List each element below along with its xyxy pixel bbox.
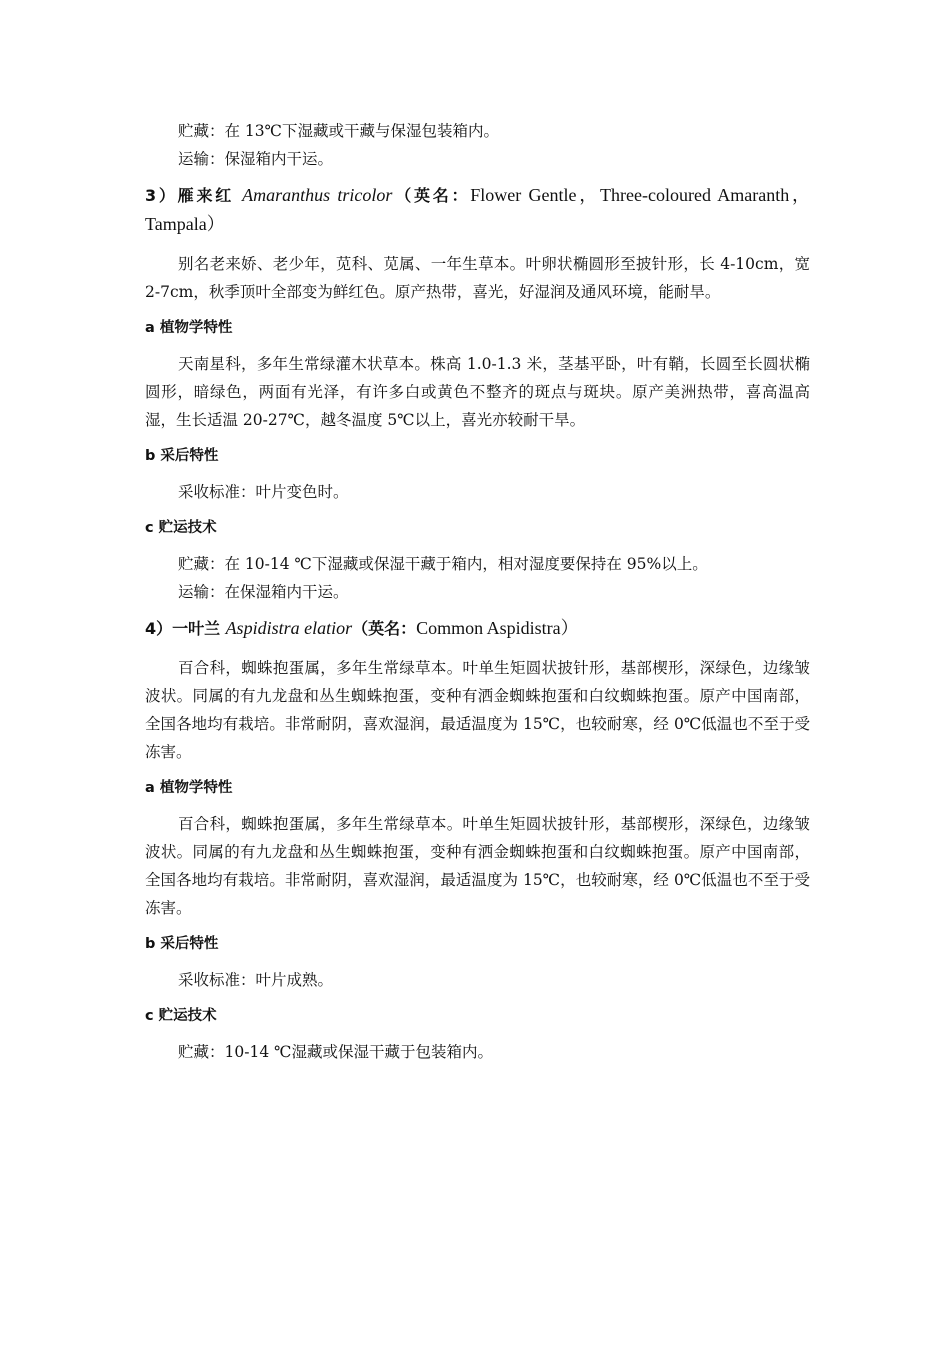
section-3-latin-name: Amaranthus tricolor xyxy=(242,185,393,205)
section-3c-storage: 贮藏：在 10-14 ℃下湿藏或保湿干藏于箱内，相对湿度要保持在 95%以上。 xyxy=(178,555,708,573)
section-4-en-name: Common Aspidistra） xyxy=(416,618,579,638)
section-3-en-label: （英名： xyxy=(392,186,471,205)
section-4c-storage: 贮藏：10-14 ℃湿藏或保湿干藏于包装箱内。 xyxy=(178,1043,493,1061)
document-body xyxy=(145,117,810,1066)
section-4-latin-name: Aspidistra elatior xyxy=(225,618,353,638)
section-3-en-name: Flower Gentle，Three-coloured Amaranth，Tampala） xyxy=(145,185,810,234)
section-4-number: 4） xyxy=(145,619,173,638)
section-3b-text: 采收标准：叶片变色时。 xyxy=(178,483,349,501)
section-3b-title: b 采后特性 xyxy=(145,448,219,464)
section-3-intro: 别名老来娇、老少年，苋科、苋属、一年生草本。叶卵状椭圆形至披针形，长 4-10cm，宽 2-7cm，秋季顶叶全部变为鲜红色。原产热带，喜光，好湿润及通风环境，能耐旱。 xyxy=(145,255,810,301)
section-4a-text: 百合科，蜘蛛抱蛋属，多年生常绿草本。叶单生矩圆状披针形，基部楔形，深绿色，边缘皱波状。同属的有九龙盘和丛生蜘蛛抱蛋，变种有洒金蜘蛛抱蛋和白纹蜘蛛抱蛋。原产中国南部，全国各地均有栽培。非常耐阴，喜欢湿润，最适温度为 15℃，也较耐寒，经 0℃低温也不至于受冻害。 xyxy=(145,815,810,917)
section-4b-title: b 采后特性 xyxy=(145,936,219,952)
prev-storage-text: 贮藏：在 13℃下湿藏或干藏与保湿包装箱内。 xyxy=(178,122,499,140)
section-4-cn-name: 一叶兰 xyxy=(172,619,221,638)
section-3c-transport: 运输：在保湿箱内干运。 xyxy=(178,583,349,601)
section-4c-title: c 贮运技术 xyxy=(145,1008,217,1024)
section-4-heading xyxy=(145,614,810,643)
section-4a-title: a 植物学特性 xyxy=(145,780,233,796)
section-4-intro: 百合科，蜘蛛抱蛋属，多年生常绿草本。叶单生矩圆状披针形，基部楔形，深绿色，边缘皱波状。同属的有九龙盘和丛生蜘蛛抱蛋，变种有洒金蜘蛛抱蛋和白纹蜘蛛抱蛋。原产中国南部，全国各地均有栽培。非常耐阴，喜欢湿润，最适温度为 15℃，也较耐寒，经 0℃低温也不至于受冻害。 xyxy=(145,659,810,761)
section-3-number: 3） xyxy=(145,186,178,205)
prev-transport-text: 运输：保湿箱内干运。 xyxy=(178,150,334,168)
section-3-cn-name: 雁来红 xyxy=(177,186,234,205)
section-3-heading xyxy=(145,181,810,239)
section-3a-title: a 植物学特性 xyxy=(145,320,233,336)
section-3a-text: 天南星科，多年生常绿灌木状草本。株高 1.0-1.3 米，茎基平卧，叶有鞘，长圆至长圆状椭圆形，暗绿色，两面有光泽，有许多白或黄色不整齐的斑点与斑块。原产美洲热带，喜高温高湿，生长适温 20-27℃，越冬温度 5℃以上，喜光亦较耐干旱。 xyxy=(145,355,810,429)
section-3c-title: c 贮运技术 xyxy=(145,520,217,536)
section-4b-text: 采收标准：叶片成熟。 xyxy=(178,971,334,989)
section-4-en-label: （英名： xyxy=(352,619,417,638)
